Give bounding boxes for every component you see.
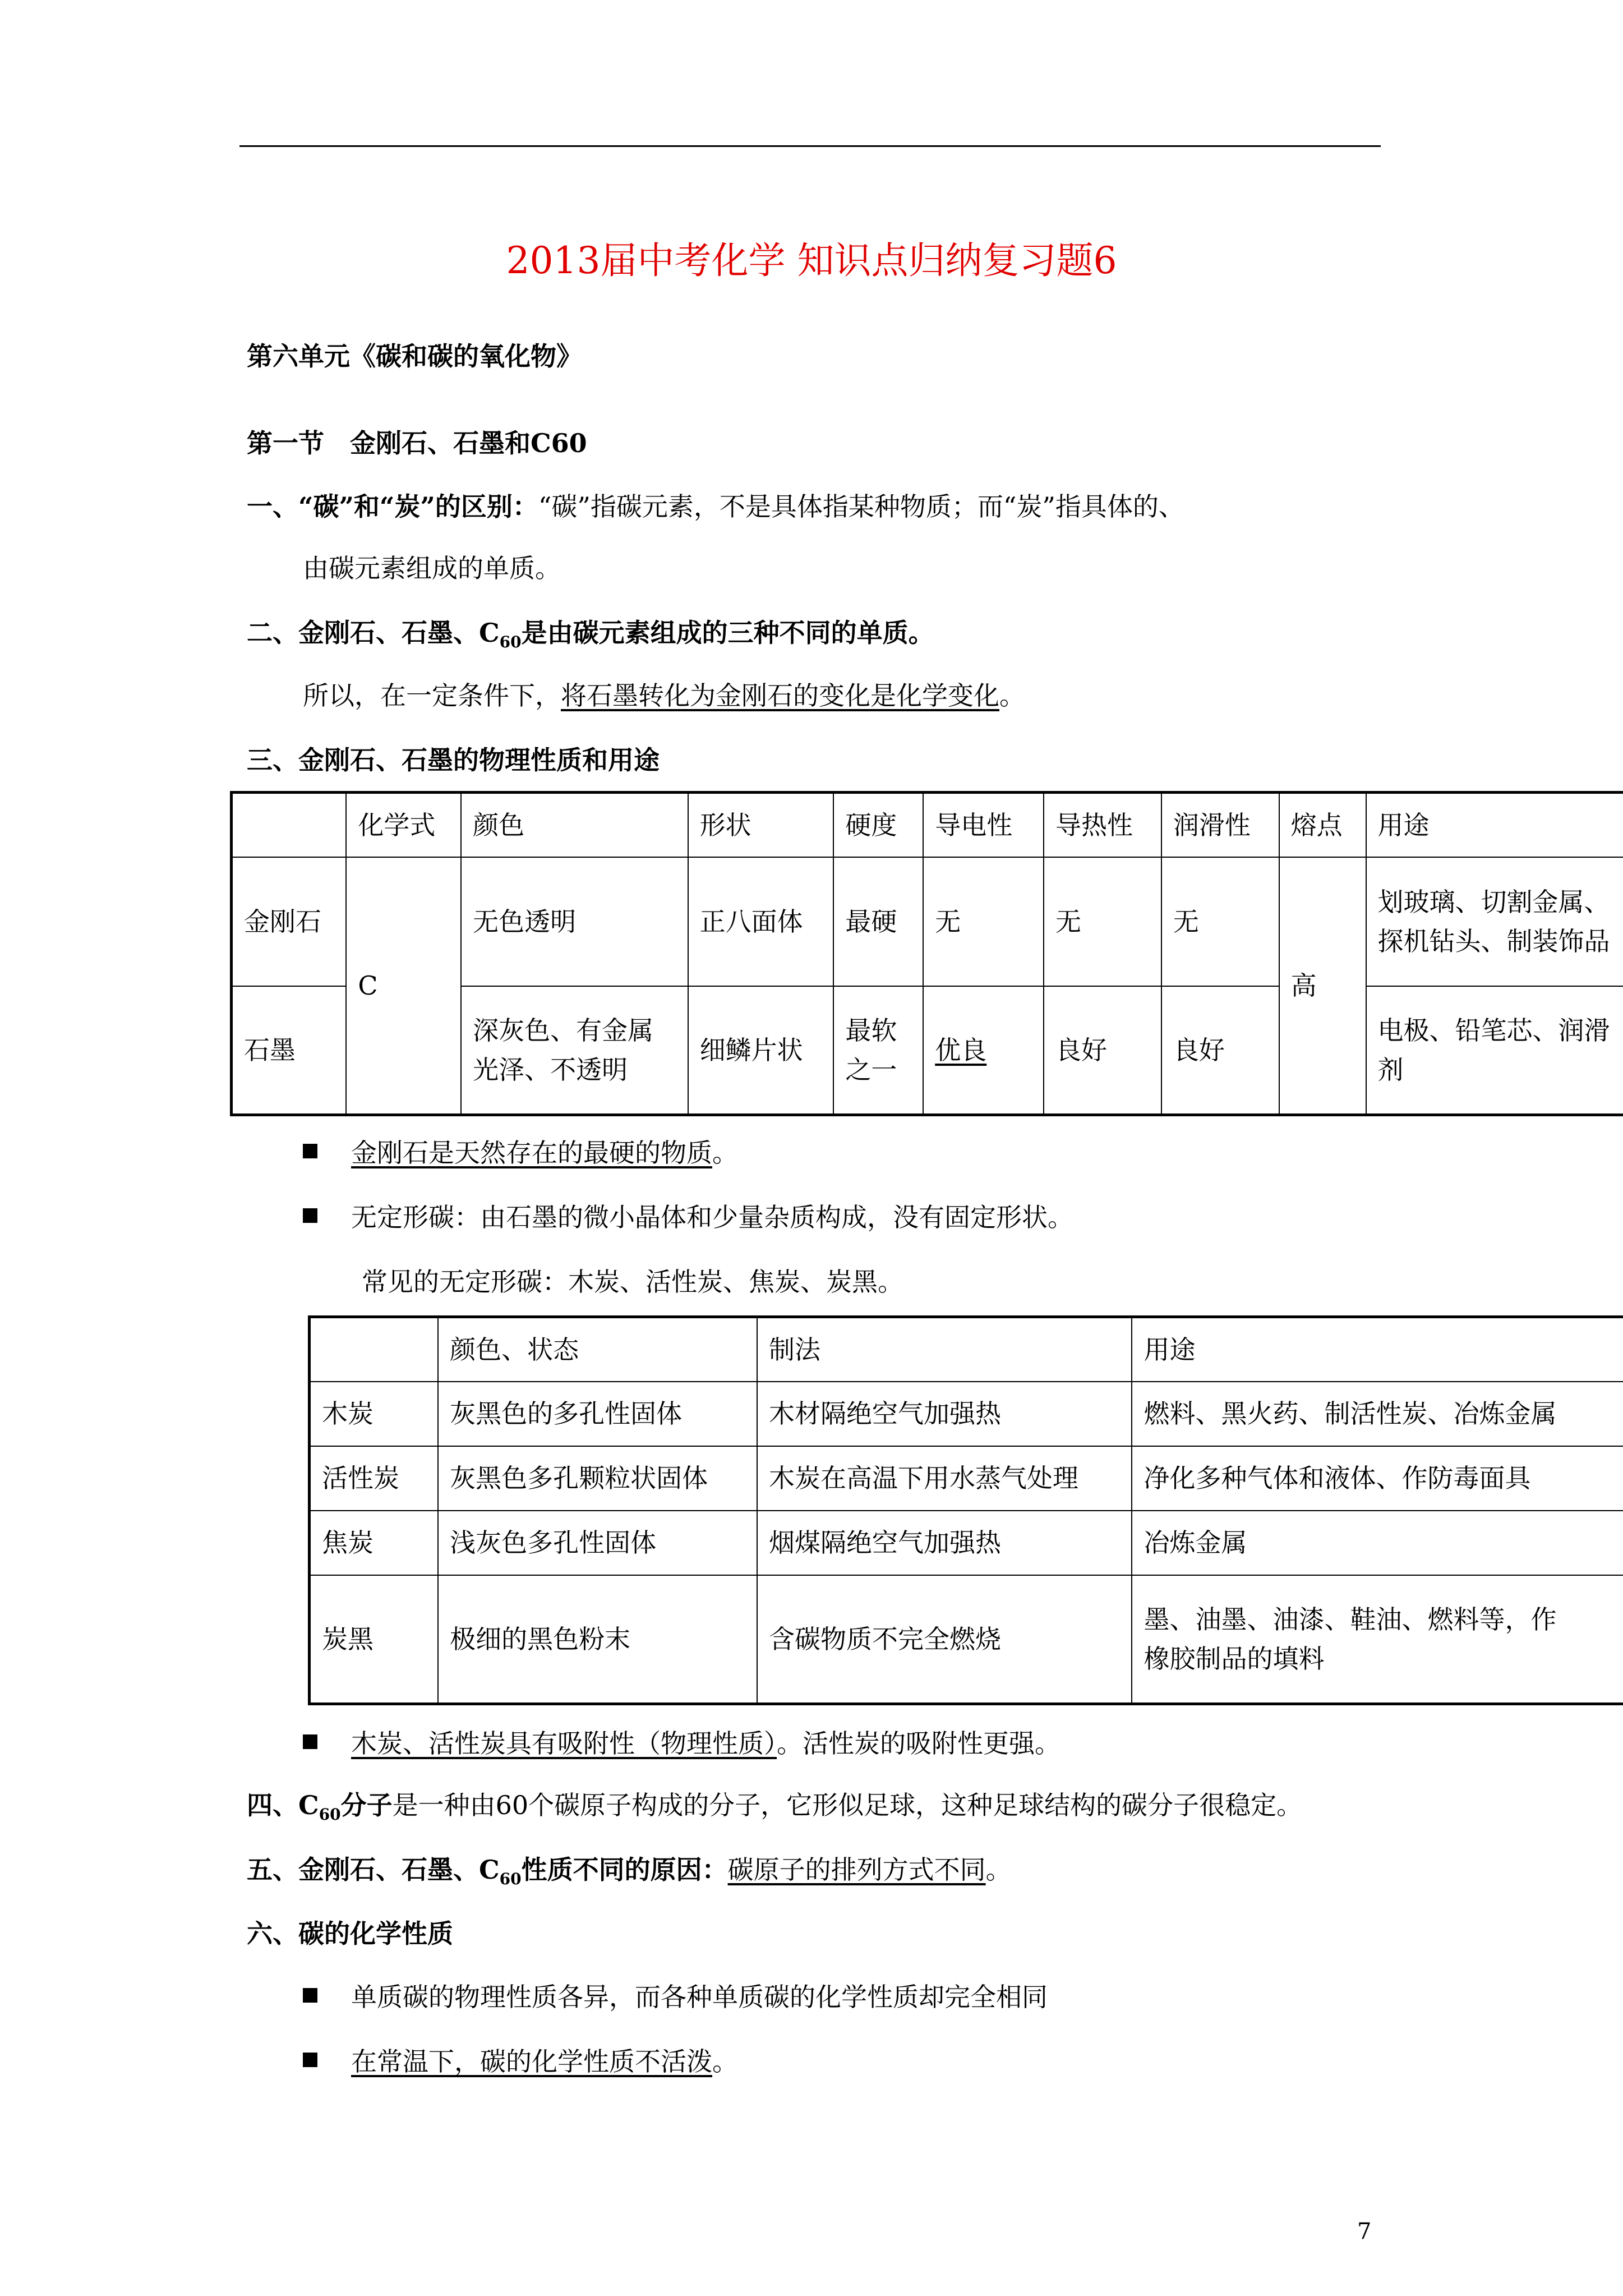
- p5-underlined: 碳原子的排列方式不同: [727, 1855, 986, 1885]
- table-row: [232, 857, 1623, 986]
- cell: 无: [1044, 857, 1161, 986]
- header-cell: 颜色: [461, 793, 688, 857]
- paragraph-1-heading: 一、“碳”和“炭”的区别：: [247, 491, 538, 522]
- header-cell: 形状: [688, 793, 834, 857]
- bullet-text: 金刚石是天然存在的最硬的物质: [351, 1138, 712, 1168]
- header-cell: 用途: [1132, 1317, 1623, 1382]
- paragraph-2-text: [303, 676, 1025, 715]
- paragraph-5: [247, 1850, 1012, 1899]
- paragraph-1: [247, 487, 1184, 526]
- bullet-item: [303, 1724, 1061, 1763]
- bullet-text: 无定形碳：由石墨的微小晶体和少量杂质构成，没有固定形状。: [351, 1202, 1073, 1232]
- p4-subscript: 60: [319, 1805, 341, 1824]
- paragraph-6-heading: 六、碳的化学性质: [247, 1918, 453, 1949]
- header-cell: [310, 1317, 439, 1382]
- square-bullet-icon: [303, 1144, 317, 1158]
- p5-end: 。: [985, 1855, 1012, 1885]
- p4-head-b: 分子: [340, 1790, 393, 1820]
- p5-head-b: 性质不同的原因：: [521, 1855, 728, 1885]
- cell: 浅灰色多孔性固体: [438, 1511, 757, 1575]
- cell: 正八面体: [688, 857, 834, 986]
- bullet-item: [303, 2042, 738, 2081]
- square-bullet-icon: [303, 1208, 317, 1223]
- cell: 含碳物质不完全燃烧: [757, 1575, 1132, 1704]
- header-cell: 润滑性: [1161, 793, 1279, 857]
- p2-head-b: 是由碳元素组成的三种不同的单质。: [521, 618, 934, 648]
- p2-text-b: 。: [999, 680, 1025, 711]
- cell: 焦炭: [310, 1511, 439, 1575]
- paragraph-4: [247, 1786, 1302, 1834]
- use-line-2: 橡胶制品的填料: [1144, 1643, 1325, 1674]
- cell: 木炭: [310, 1382, 439, 1446]
- header-cell: 导电性: [923, 793, 1044, 857]
- hardness-line-1: 最软: [845, 1015, 897, 1046]
- table-row: [310, 1575, 1623, 1704]
- p4-text: 是一种由60个碳原子构成的分子，它形似足球，这种足球结构的碳分子很稳定。: [392, 1790, 1303, 1820]
- table-header-row: [310, 1317, 1623, 1382]
- cell: 净化多种气体和液体、作防毒面具: [1132, 1446, 1623, 1511]
- use-line-1: 划玻璃、切割金属、: [1377, 886, 1610, 917]
- cell: 无: [1161, 857, 1279, 986]
- header-cell: 用途: [1366, 793, 1623, 857]
- cell: 炭黑: [310, 1575, 439, 1704]
- p2-text-underlined: 将石墨转化为金刚石的变化是化学变化: [561, 680, 999, 711]
- cell: 电极、铅笔芯、润滑剂: [1366, 986, 1623, 1115]
- bullet-text: 在常温下，碳的化学性质不活泼: [351, 2046, 712, 2077]
- cell: 灰黑色多孔颗粒状固体: [438, 1446, 757, 1511]
- cell: 良好: [1044, 986, 1161, 1115]
- bullet-text-end: 。: [712, 1138, 738, 1168]
- bullet-text: 单质碳的物理性质各异，而各种单质碳的化学性质却完全相同: [351, 1982, 1048, 2012]
- cell: [461, 986, 688, 1115]
- cell: 木材隔绝空气加强热: [757, 1382, 1132, 1446]
- cell: [923, 986, 1044, 1115]
- cell: 烟煤隔绝空气加强热: [757, 1511, 1132, 1575]
- bullet-text-end: 。活性炭的吸附性更强。: [777, 1728, 1061, 1759]
- cell: 最硬: [833, 857, 923, 986]
- formula-cell: C: [346, 857, 461, 1115]
- cell: 良好: [1161, 986, 1279, 1115]
- header-cell: 导热性: [1044, 793, 1161, 857]
- row-label-graphite: 石墨: [232, 986, 347, 1115]
- bullet-text: 木炭、活性炭具有吸附性（物理性质）: [351, 1728, 777, 1759]
- cell: 极细的黑色粉末: [438, 1575, 757, 1704]
- row-label-diamond: 金刚石: [232, 857, 347, 986]
- table-amorphous-carbon: [308, 1315, 1623, 1705]
- header-cell: 颜色、状态: [438, 1317, 757, 1382]
- paragraph-1-continued: 由碳元素组成的单质。: [303, 553, 561, 583]
- p4-head-a: 四、C: [247, 1790, 319, 1820]
- square-bullet-icon: [303, 1734, 317, 1749]
- table-carbon-properties: [230, 791, 1623, 1116]
- square-bullet-icon: [303, 2053, 317, 2067]
- use-line-1: 墨、油墨、油漆、鞋油、燃料等，作: [1144, 1604, 1557, 1635]
- paragraph-3-heading: 三、金刚石、石墨的物理性质和用途: [247, 745, 660, 775]
- table-row: [310, 1511, 1623, 1575]
- page-title: 2013届中考化学 知识点归纳复习题6: [506, 239, 1117, 282]
- cell: [1366, 857, 1623, 986]
- color-line-1: 深灰色、有金属: [473, 1015, 654, 1046]
- page-number: 7: [1357, 2219, 1372, 2244]
- bullet-item: [303, 1198, 1073, 1237]
- hardness-line-2: 之一: [845, 1054, 897, 1085]
- table-header-row: [232, 793, 1623, 857]
- paragraph-1-text: “碳”指碳元素，不是具体指某种物质；而“炭”指具体的、: [538, 491, 1184, 522]
- header-cell: 制法: [757, 1317, 1132, 1382]
- p5-subscript: 60: [499, 1870, 522, 1888]
- p2-text-a: 所以，在一定条件下，: [303, 680, 561, 711]
- table-row: [310, 1382, 1623, 1446]
- unit-heading: 第六单元《碳和碳的氧化物》: [247, 341, 582, 371]
- bullet-item: [303, 1977, 1048, 2017]
- color-line-2: 光泽、不透明: [473, 1054, 628, 1085]
- bullet-continued: 常见的无定形碳：木炭、活性炭、焦炭、炭黑。: [362, 1267, 903, 1297]
- paragraph-2-heading: [247, 613, 934, 662]
- header-cell: 熔点: [1279, 793, 1366, 857]
- header-cell: 化学式: [346, 793, 461, 857]
- melting-point-cell: 高: [1279, 857, 1366, 1115]
- bullet-text-end: 。: [712, 2046, 738, 2077]
- section-heading: 第一节 金刚石、石墨和C60: [247, 428, 587, 458]
- cell: 燃料、黑火药、制活性炭、冶炼金属: [1132, 1382, 1623, 1446]
- conductivity-value: 优良: [935, 1034, 987, 1065]
- table-row: [310, 1446, 1623, 1511]
- cell: 细鳞片状: [688, 986, 834, 1115]
- p5-head-a: 五、金刚石、石墨、C: [247, 1855, 500, 1885]
- bullet-item: [303, 1133, 738, 1172]
- p2-subscript: 60: [499, 633, 522, 651]
- cell: 灰黑色的多孔性固体: [438, 1382, 757, 1446]
- header-rule: [239, 145, 1381, 147]
- cell: [833, 986, 923, 1115]
- cell: 无: [923, 857, 1044, 986]
- p2-head-a: 二、金刚石、石墨、C: [247, 618, 500, 648]
- square-bullet-icon: [303, 1988, 317, 2003]
- cell: [1132, 1575, 1623, 1704]
- use-line-2: 探机钻头、制装饰品: [1377, 926, 1610, 956]
- header-cell: [232, 793, 347, 857]
- cell: 木炭在高温下用水蒸气处理: [757, 1446, 1132, 1511]
- cell: 活性炭: [310, 1446, 439, 1511]
- cell: 冶炼金属: [1132, 1511, 1623, 1575]
- header-cell: 硬度: [833, 793, 923, 857]
- cell: 无色透明: [461, 857, 688, 986]
